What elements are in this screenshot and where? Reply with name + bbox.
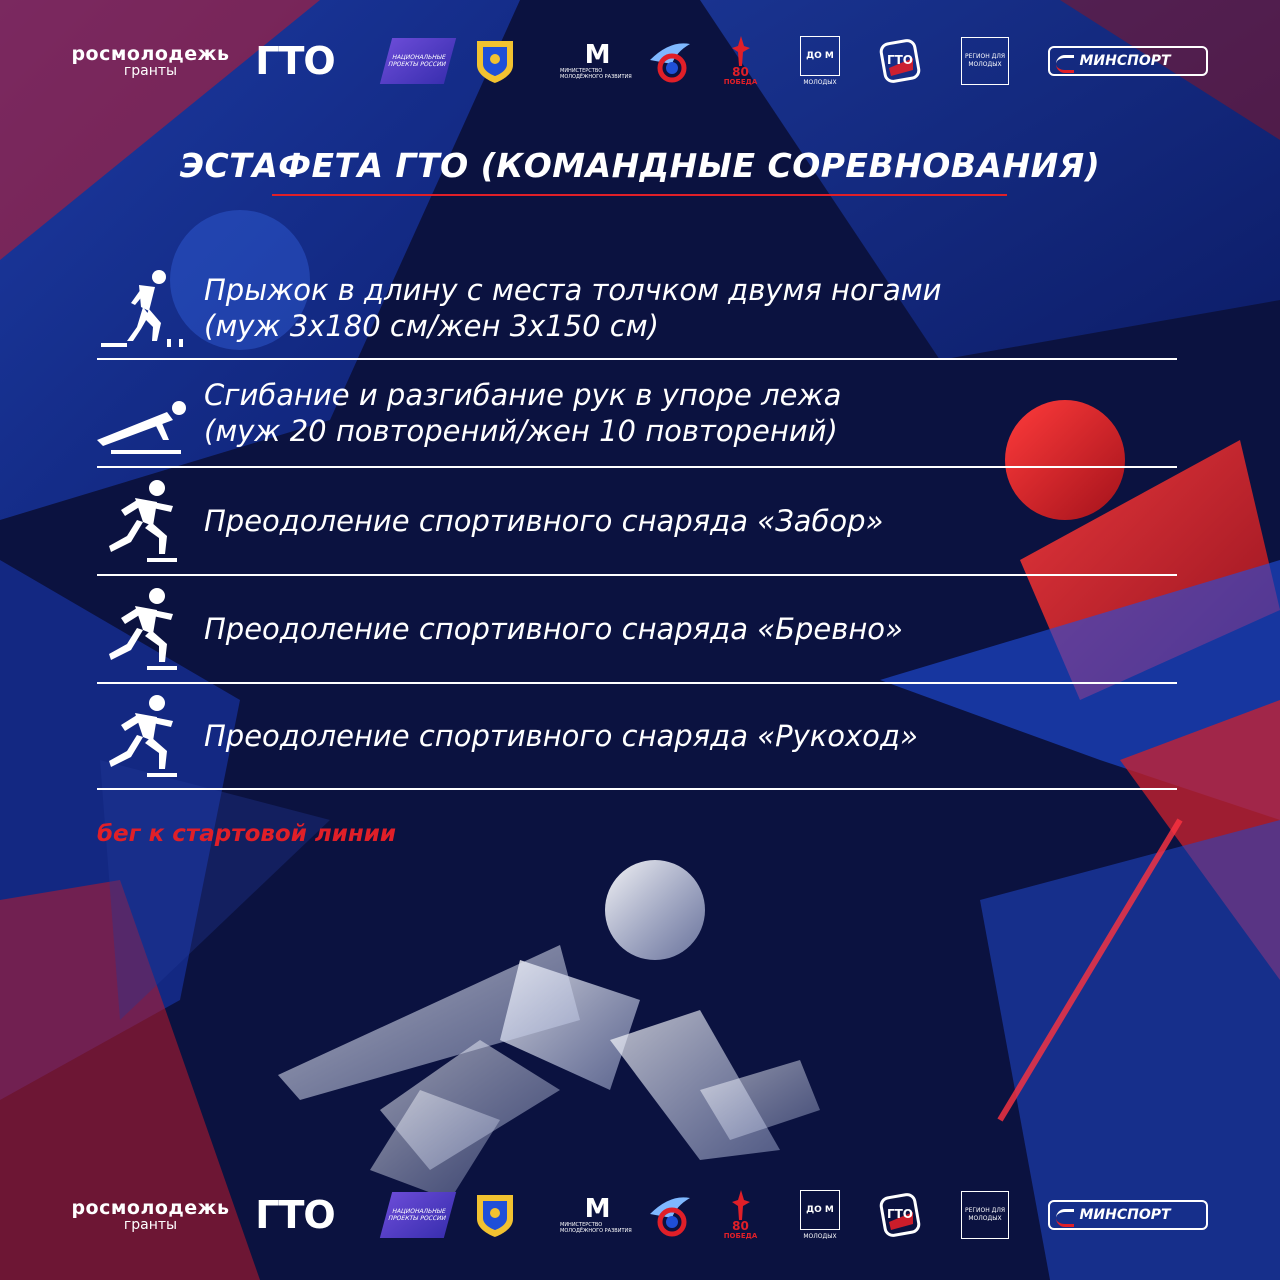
rosmolodezh-logo: росмолодежь гранты [71, 1197, 230, 1233]
list-item [97, 468, 1177, 576]
item-text-line1: Преодоление спортивного снаряда «Бревно» [204, 612, 903, 646]
list-item [97, 360, 1177, 468]
ulyanovsk-emblem-icon [470, 26, 520, 96]
sport-society-logo [640, 26, 700, 96]
ministry-youth-logo: M МИНИСТЕРСТВО МОЛОДЁЖНОГО РАЗВИТИЯ [560, 40, 632, 80]
rosmolodezh-logo: росмолодежь гранты [71, 43, 230, 79]
national-projects-logo: НАЦИОНАЛЬНЫЕ ПРОЕКТЫ РОССИИ [380, 26, 455, 96]
logo-bar-top [60, 26, 1220, 96]
minsport-logo: МИНСПОРТ [1045, 1180, 1210, 1250]
runner-icon [97, 584, 192, 674]
dom-molodykh-logo: ДО М МОЛОДЫХ [800, 1180, 840, 1250]
gto-logo: ГТО [255, 39, 335, 83]
minsport-logo: МИНСПОРТ [1045, 26, 1210, 96]
list-item [97, 576, 1177, 684]
item-text-line1: Прыжок в длину с места толчком двумя ногами [204, 273, 942, 307]
svg-text:ГТО: ГТО [886, 1207, 914, 1221]
list-item [97, 684, 1177, 790]
page-title: ЭСТАФЕТА ГТО (КОМАНДНЫЕ СОРЕВНОВАНИЯ) [179, 146, 1101, 185]
title-underline [272, 194, 1007, 196]
item-text-line1: Сгибание и разгибание рук в упоре лежа [204, 378, 842, 412]
gto-logo: ГТО [255, 1193, 335, 1237]
national-projects-logo: НАЦИОНАЛЬНЫЕ ПРОЕКТЫ РОССИИ [380, 1180, 455, 1250]
item-text-line2: (муж 3х180 см/жен 3х150 см) [204, 309, 659, 343]
item-text-line1: Преодоление спортивного снаряда «Рукоход» [204, 719, 918, 753]
list-item [97, 258, 1177, 360]
long-jump-icon [97, 263, 192, 353]
push-up-icon [97, 368, 192, 458]
victory-80-logo: 80 ПОБЕДА [723, 1180, 758, 1250]
svg-text:ГТО: ГТО [886, 53, 914, 67]
footnote: бег к стартовой линии [97, 821, 396, 847]
region-for-youth-logo: РЕГИОН ДЛЯ МОЛОДЫХ [960, 26, 1010, 96]
ministry-youth-logo: M МИНИСТЕРСТВО МОЛОДЁЖНОГО РАЗВИТИЯ [560, 1194, 632, 1234]
region-for-youth-logo: РЕГИОН ДЛЯ МОЛОДЫХ [960, 1180, 1010, 1250]
logo-bar-bottom [60, 1180, 1220, 1250]
item-text-line2: (муж 20 повторений/жен 10 повторений) [204, 414, 838, 448]
ulyanovsk-emblem-icon [470, 1180, 520, 1250]
gto-badge-icon [875, 1180, 925, 1250]
runner-icon [97, 691, 192, 781]
dom-molodykh-logo: ДО М МОЛОДЫХ [800, 26, 840, 96]
item-text-line1: Преодоление спортивного снаряда «Забор» [204, 504, 884, 538]
runner-icon [97, 476, 192, 566]
sport-society-logo [640, 1180, 700, 1250]
gto-badge-icon [875, 26, 925, 96]
victory-80-logo: 80 ПОБЕДА [723, 26, 758, 96]
